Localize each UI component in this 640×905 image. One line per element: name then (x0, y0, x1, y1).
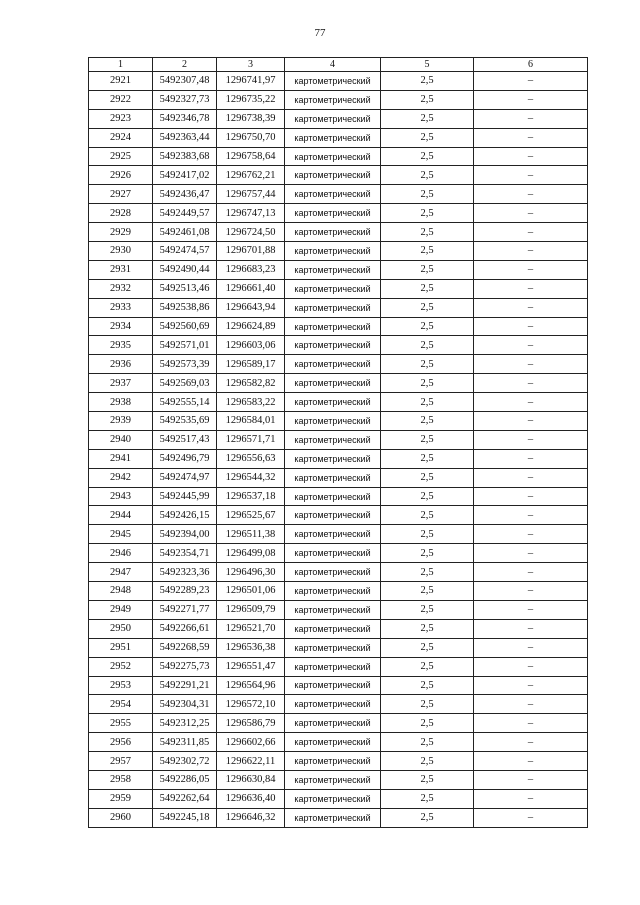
table-row (89, 808, 588, 827)
note-cell: – (474, 147, 588, 166)
x-coordinate-cell: 5492555,14 (153, 393, 217, 412)
x-coordinate-cell: 5492538,86 (153, 298, 217, 317)
x-coordinate-cell: 5492436,47 (153, 185, 217, 204)
accuracy-cell: 2,5 (381, 242, 474, 261)
x-coordinate-cell: 5492304,31 (153, 695, 217, 714)
x-coordinate-cell: 5492461,08 (153, 223, 217, 242)
note-cell: – (474, 412, 588, 431)
table-body (89, 72, 588, 828)
table-row (89, 336, 588, 355)
point-number-cell: 2951 (89, 638, 153, 657)
accuracy-cell: 2,5 (381, 619, 474, 638)
note-cell: – (474, 789, 588, 808)
table-header (89, 58, 588, 72)
y-coordinate-cell: 1296630,84 (217, 770, 285, 789)
table-row (89, 109, 588, 128)
point-number-cell: 2928 (89, 204, 153, 223)
column-header: 1 (89, 58, 153, 72)
table-row (89, 752, 588, 771)
note-cell: – (474, 90, 588, 109)
point-number-cell: 2934 (89, 317, 153, 336)
y-coordinate-cell: 1296661,40 (217, 279, 285, 298)
note-cell: – (474, 204, 588, 223)
table-row (89, 430, 588, 449)
point-number-cell: 2957 (89, 752, 153, 771)
point-number-cell: 2945 (89, 525, 153, 544)
note-cell: – (474, 374, 588, 393)
x-coordinate-cell: 5492289,23 (153, 582, 217, 601)
point-number-cell: 2935 (89, 336, 153, 355)
y-coordinate-cell: 1296537,18 (217, 487, 285, 506)
method-cell: картометрический (285, 789, 381, 808)
table-row (89, 355, 588, 374)
point-number-cell: 2924 (89, 128, 153, 147)
note-cell: – (474, 317, 588, 336)
header-row (89, 58, 588, 72)
table-row (89, 204, 588, 223)
point-number-cell: 2946 (89, 544, 153, 563)
accuracy-cell: 2,5 (381, 185, 474, 204)
method-cell: картометрический (285, 638, 381, 657)
note-cell: – (474, 109, 588, 128)
x-coordinate-cell: 5492445,99 (153, 487, 217, 506)
y-coordinate-cell: 1296586,79 (217, 714, 285, 733)
table-row (89, 393, 588, 412)
table-row (89, 676, 588, 695)
note-cell: – (474, 657, 588, 676)
x-coordinate-cell: 5492363,44 (153, 128, 217, 147)
method-cell: картометрический (285, 544, 381, 563)
method-cell: картометрический (285, 506, 381, 525)
x-coordinate-cell: 5492266,61 (153, 619, 217, 638)
point-number-cell: 2922 (89, 90, 153, 109)
accuracy-cell: 2,5 (381, 393, 474, 412)
method-cell: картометрический (285, 770, 381, 789)
x-coordinate-cell: 5492490,44 (153, 260, 217, 279)
accuracy-cell: 2,5 (381, 733, 474, 752)
y-coordinate-cell: 1296499,08 (217, 544, 285, 563)
note-cell: – (474, 619, 588, 638)
table-row (89, 242, 588, 261)
y-coordinate-cell: 1296762,21 (217, 166, 285, 185)
accuracy-cell: 2,5 (381, 582, 474, 601)
y-coordinate-cell: 1296622,11 (217, 752, 285, 771)
table-row (89, 714, 588, 733)
table-row (89, 147, 588, 166)
x-coordinate-cell: 5492569,03 (153, 374, 217, 393)
y-coordinate-cell: 1296724,50 (217, 223, 285, 242)
method-cell: картометрический (285, 525, 381, 544)
note-cell: – (474, 770, 588, 789)
method-cell: картометрический (285, 185, 381, 204)
table-row (89, 770, 588, 789)
table-row (89, 298, 588, 317)
point-number-cell: 2936 (89, 355, 153, 374)
y-coordinate-cell: 1296496,30 (217, 563, 285, 582)
table-row (89, 506, 588, 525)
y-coordinate-cell: 1296501,06 (217, 582, 285, 601)
table-row (89, 582, 588, 601)
table-row (89, 279, 588, 298)
note-cell: – (474, 72, 588, 91)
note-cell: – (474, 298, 588, 317)
point-number-cell: 2955 (89, 714, 153, 733)
method-cell: картометрический (285, 468, 381, 487)
table-row (89, 128, 588, 147)
x-coordinate-cell: 5492560,69 (153, 317, 217, 336)
point-number-cell: 2929 (89, 223, 153, 242)
method-cell: картометрический (285, 695, 381, 714)
method-cell: картометрический (285, 166, 381, 185)
accuracy-cell: 2,5 (381, 714, 474, 733)
accuracy-cell: 2,5 (381, 72, 474, 91)
method-cell: картометрический (285, 90, 381, 109)
point-number-cell: 2943 (89, 487, 153, 506)
point-number-cell: 2958 (89, 770, 153, 789)
note-cell: – (474, 185, 588, 204)
table-row (89, 600, 588, 619)
method-cell: картометрический (285, 808, 381, 827)
note-cell: – (474, 355, 588, 374)
x-coordinate-cell: 5492426,15 (153, 506, 217, 525)
accuracy-cell: 2,5 (381, 204, 474, 223)
x-coordinate-cell: 5492346,78 (153, 109, 217, 128)
method-cell: картометрический (285, 582, 381, 601)
table-row (89, 638, 588, 657)
point-number-cell: 2923 (89, 109, 153, 128)
x-coordinate-cell: 5492513,46 (153, 279, 217, 298)
y-coordinate-cell: 1296738,39 (217, 109, 285, 128)
table-row (89, 695, 588, 714)
method-cell: картометрический (285, 657, 381, 676)
method-cell: картометрический (285, 298, 381, 317)
accuracy-cell: 2,5 (381, 449, 474, 468)
x-coordinate-cell: 5492535,69 (153, 412, 217, 431)
column-header: 4 (285, 58, 381, 72)
table-row (89, 619, 588, 638)
accuracy-cell: 2,5 (381, 657, 474, 676)
table-row (89, 412, 588, 431)
y-coordinate-cell: 1296583,22 (217, 393, 285, 412)
point-number-cell: 2937 (89, 374, 153, 393)
method-cell: картометрический (285, 223, 381, 242)
method-cell: картометрический (285, 393, 381, 412)
method-cell: картометрический (285, 336, 381, 355)
note-cell: – (474, 676, 588, 695)
y-coordinate-cell: 1296584,01 (217, 412, 285, 431)
point-number-cell: 2925 (89, 147, 153, 166)
accuracy-cell: 2,5 (381, 147, 474, 166)
x-coordinate-cell: 5492327,73 (153, 90, 217, 109)
x-coordinate-cell: 5492271,77 (153, 600, 217, 619)
x-coordinate-cell: 5492307,48 (153, 72, 217, 91)
table-row (89, 525, 588, 544)
y-coordinate-cell: 1296582,82 (217, 374, 285, 393)
accuracy-cell: 2,5 (381, 789, 474, 808)
accuracy-cell: 2,5 (381, 298, 474, 317)
method-cell: картометрический (285, 449, 381, 468)
method-cell: картометрический (285, 128, 381, 147)
note-cell: – (474, 260, 588, 279)
note-cell: – (474, 336, 588, 355)
note-cell: – (474, 393, 588, 412)
note-cell: – (474, 563, 588, 582)
point-number-cell: 2921 (89, 72, 153, 91)
y-coordinate-cell: 1296511,38 (217, 525, 285, 544)
method-cell: картометрический (285, 72, 381, 91)
y-coordinate-cell: 1296735,22 (217, 90, 285, 109)
table-row (89, 657, 588, 676)
point-number-cell: 2939 (89, 412, 153, 431)
note-cell: – (474, 487, 588, 506)
method-cell: картометрический (285, 563, 381, 582)
table-row (89, 487, 588, 506)
point-number-cell: 2932 (89, 279, 153, 298)
note-cell: – (474, 582, 588, 601)
x-coordinate-cell: 5492262,64 (153, 789, 217, 808)
point-number-cell: 2954 (89, 695, 153, 714)
accuracy-cell: 2,5 (381, 676, 474, 695)
point-number-cell: 2948 (89, 582, 153, 601)
point-number-cell: 2947 (89, 563, 153, 582)
y-coordinate-cell: 1296747,13 (217, 204, 285, 223)
x-coordinate-cell: 5492449,57 (153, 204, 217, 223)
point-number-cell: 2952 (89, 657, 153, 676)
note-cell: – (474, 430, 588, 449)
table-row (89, 260, 588, 279)
accuracy-cell: 2,5 (381, 166, 474, 185)
method-cell: картометрический (285, 109, 381, 128)
point-number-cell: 2960 (89, 808, 153, 827)
accuracy-cell: 2,5 (381, 260, 474, 279)
x-coordinate-cell: 5492354,71 (153, 544, 217, 563)
accuracy-cell: 2,5 (381, 808, 474, 827)
accuracy-cell: 2,5 (381, 752, 474, 771)
note-cell: – (474, 223, 588, 242)
accuracy-cell: 2,5 (381, 355, 474, 374)
x-coordinate-cell: 5492496,79 (153, 449, 217, 468)
accuracy-cell: 2,5 (381, 506, 474, 525)
accuracy-cell: 2,5 (381, 563, 474, 582)
accuracy-cell: 2,5 (381, 525, 474, 544)
note-cell: – (474, 808, 588, 827)
accuracy-cell: 2,5 (381, 279, 474, 298)
method-cell: картометрический (285, 412, 381, 431)
table-row (89, 166, 588, 185)
point-number-cell: 2953 (89, 676, 153, 695)
note-cell: – (474, 544, 588, 563)
note-cell: – (474, 242, 588, 261)
x-coordinate-cell: 5492291,21 (153, 676, 217, 695)
table-row (89, 90, 588, 109)
point-number-cell: 2944 (89, 506, 153, 525)
method-cell: картометрический (285, 733, 381, 752)
table-row (89, 374, 588, 393)
method-cell: картометрический (285, 619, 381, 638)
method-cell: картометрический (285, 600, 381, 619)
table-row (89, 544, 588, 563)
x-coordinate-cell: 5492417,02 (153, 166, 217, 185)
x-coordinate-cell: 5492302,72 (153, 752, 217, 771)
table-row (89, 223, 588, 242)
x-coordinate-cell: 5492573,39 (153, 355, 217, 374)
note-cell: – (474, 279, 588, 298)
y-coordinate-cell: 1296603,06 (217, 336, 285, 355)
method-cell: картометрический (285, 147, 381, 166)
method-cell: картометрический (285, 355, 381, 374)
method-cell: картометрический (285, 752, 381, 771)
x-coordinate-cell: 5492517,43 (153, 430, 217, 449)
note-cell: – (474, 714, 588, 733)
y-coordinate-cell: 1296636,40 (217, 789, 285, 808)
note-cell: – (474, 638, 588, 657)
point-number-cell: 2940 (89, 430, 153, 449)
x-coordinate-cell: 5492245,18 (153, 808, 217, 827)
y-coordinate-cell: 1296624,89 (217, 317, 285, 336)
y-coordinate-cell: 1296701,88 (217, 242, 285, 261)
note-cell: – (474, 733, 588, 752)
page-number: 77 (314, 27, 326, 39)
accuracy-cell: 2,5 (381, 695, 474, 714)
x-coordinate-cell: 5492275,73 (153, 657, 217, 676)
point-number-cell: 2959 (89, 789, 153, 808)
y-coordinate-cell: 1296572,10 (217, 695, 285, 714)
method-cell: картометрический (285, 260, 381, 279)
point-number-cell: 2956 (89, 733, 153, 752)
method-cell: картометрический (285, 242, 381, 261)
x-coordinate-cell: 5492286,05 (153, 770, 217, 789)
point-number-cell: 2949 (89, 600, 153, 619)
note-cell: – (474, 752, 588, 771)
point-number-cell: 2930 (89, 242, 153, 261)
table-row (89, 733, 588, 752)
table-row (89, 72, 588, 91)
accuracy-cell: 2,5 (381, 374, 474, 393)
accuracy-cell: 2,5 (381, 412, 474, 431)
accuracy-cell: 2,5 (381, 430, 474, 449)
column-header: 2 (153, 58, 217, 72)
accuracy-cell: 2,5 (381, 336, 474, 355)
y-coordinate-cell: 1296683,23 (217, 260, 285, 279)
y-coordinate-cell: 1296571,71 (217, 430, 285, 449)
x-coordinate-cell: 5492268,59 (153, 638, 217, 657)
accuracy-cell: 2,5 (381, 600, 474, 619)
accuracy-cell: 2,5 (381, 638, 474, 657)
y-coordinate-cell: 1296646,32 (217, 808, 285, 827)
y-coordinate-cell: 1296536,38 (217, 638, 285, 657)
y-coordinate-cell: 1296556,63 (217, 449, 285, 468)
method-cell: картометрический (285, 487, 381, 506)
table-row (89, 468, 588, 487)
table-row (89, 317, 588, 336)
point-number-cell: 2938 (89, 393, 153, 412)
accuracy-cell: 2,5 (381, 317, 474, 336)
table-row (89, 563, 588, 582)
y-coordinate-cell: 1296509,79 (217, 600, 285, 619)
accuracy-cell: 2,5 (381, 128, 474, 147)
method-cell: картометрический (285, 676, 381, 695)
column-header: 5 (381, 58, 474, 72)
accuracy-cell: 2,5 (381, 487, 474, 506)
column-header: 3 (217, 58, 285, 72)
method-cell: картометрический (285, 317, 381, 336)
note-cell: – (474, 166, 588, 185)
point-number-cell: 2933 (89, 298, 153, 317)
y-coordinate-cell: 1296544,32 (217, 468, 285, 487)
y-coordinate-cell: 1296758,64 (217, 147, 285, 166)
y-coordinate-cell: 1296741,97 (217, 72, 285, 91)
y-coordinate-cell: 1296589,17 (217, 355, 285, 374)
method-cell: картометрический (285, 374, 381, 393)
y-coordinate-cell: 1296525,67 (217, 506, 285, 525)
point-number-cell: 2941 (89, 449, 153, 468)
point-number-cell: 2950 (89, 619, 153, 638)
x-coordinate-cell: 5492474,57 (153, 242, 217, 261)
y-coordinate-cell: 1296551,47 (217, 657, 285, 676)
table-row (89, 185, 588, 204)
column-header: 6 (474, 58, 588, 72)
accuracy-cell: 2,5 (381, 90, 474, 109)
table-row (89, 449, 588, 468)
accuracy-cell: 2,5 (381, 468, 474, 487)
point-number-cell: 2927 (89, 185, 153, 204)
y-coordinate-cell: 1296643,94 (217, 298, 285, 317)
note-cell: – (474, 468, 588, 487)
accuracy-cell: 2,5 (381, 544, 474, 563)
x-coordinate-cell: 5492571,01 (153, 336, 217, 355)
method-cell: картометрический (285, 714, 381, 733)
point-number-cell: 2926 (89, 166, 153, 185)
accuracy-cell: 2,5 (381, 770, 474, 789)
method-cell: картометрический (285, 204, 381, 223)
coordinates-table (88, 57, 588, 828)
y-coordinate-cell: 1296757,44 (217, 185, 285, 204)
x-coordinate-cell: 5492474,97 (153, 468, 217, 487)
x-coordinate-cell: 5492312,25 (153, 714, 217, 733)
y-coordinate-cell: 1296521,70 (217, 619, 285, 638)
point-number-cell: 2931 (89, 260, 153, 279)
accuracy-cell: 2,5 (381, 109, 474, 128)
accuracy-cell: 2,5 (381, 223, 474, 242)
note-cell: – (474, 506, 588, 525)
x-coordinate-cell: 5492323,36 (153, 563, 217, 582)
note-cell: – (474, 600, 588, 619)
x-coordinate-cell: 5492394,00 (153, 525, 217, 544)
note-cell: – (474, 525, 588, 544)
x-coordinate-cell: 5492311,85 (153, 733, 217, 752)
note-cell: – (474, 695, 588, 714)
y-coordinate-cell: 1296564,96 (217, 676, 285, 695)
method-cell: картометрический (285, 279, 381, 298)
y-coordinate-cell: 1296750,70 (217, 128, 285, 147)
table-row (89, 789, 588, 808)
y-coordinate-cell: 1296602,66 (217, 733, 285, 752)
note-cell: – (474, 128, 588, 147)
x-coordinate-cell: 5492383,68 (153, 147, 217, 166)
point-number-cell: 2942 (89, 468, 153, 487)
method-cell: картометрический (285, 430, 381, 449)
note-cell: – (474, 449, 588, 468)
